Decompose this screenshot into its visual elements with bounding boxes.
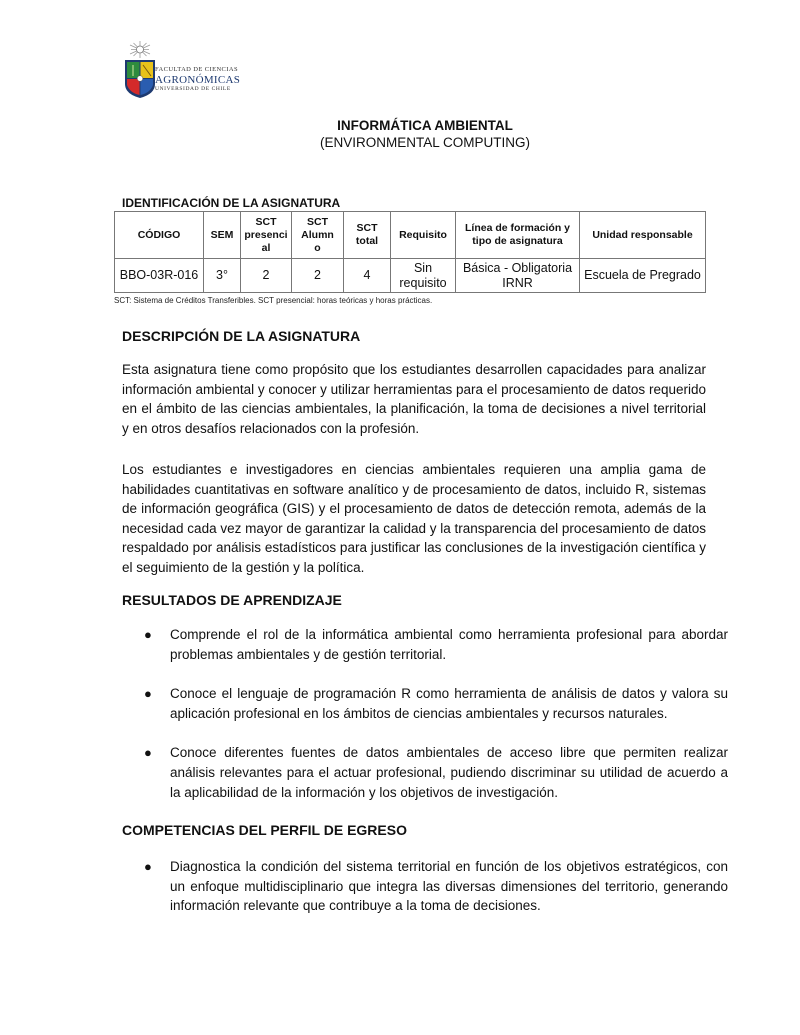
column-header-requisito [391,212,456,259]
column-header-sct-total [344,212,391,259]
header-line: SCT [307,215,328,228]
identification-heading: IDENTIFICACIÓN DE LA ASIGNATURA [122,196,341,210]
faculty-logo [120,38,240,100]
column-header-unidad [580,212,706,259]
cell-line: Básica - Obligatoria [462,260,573,275]
header-line: Unidad responsable [592,228,693,241]
bullet-icon: ● [144,859,152,874]
description-heading: DESCRIPCIÓN DE LA ASIGNATURA [122,328,361,344]
bullet-icon: ● [144,627,152,642]
header-line: SEM [210,228,234,241]
cell-sct-total: 4 [344,259,391,293]
logo-university-line: UNIVERSIDAD DE CHILE [155,85,231,92]
header-line: Línea de formación y [464,222,571,234]
bullet-icon: ● [144,686,152,702]
cell-unidad: Escuela de Pregrado [580,259,706,293]
cell-sct-presencial: 2 [241,259,292,293]
list-item [122,684,728,723]
header-line: o [314,241,321,254]
header-line: CÓDIGO [137,228,181,241]
description-paragraph-1: Esta asignatura tiene como propósito que los estudiantes desarrollen capacidades para analizar información ambiental y conocer y utilizar herramientas para el procesamiento de datos requerido en el ámbito de las ciencias ambientales, la planificación, la toma de decisiones a nivel territorial y en otros desafíos relacionados con la profesión. [122,362,706,436]
competencies-heading: COMPETENCIAS DEL PERFIL DE EGRESO [122,822,407,838]
list-item [122,743,728,802]
header-line: SCT [356,222,378,234]
table-row [115,259,706,293]
header-line: Alumn [301,228,334,241]
logo-faculty-name: AGRONÓMICAS [155,73,241,86]
column-header-linea [456,212,580,259]
table-footnote: SCT: Sistema de Créditos Transferibles. SCT presencial: horas teóricas y horas prácticas. [114,296,433,305]
list-item [122,857,728,916]
header-line: SCT [255,215,277,228]
header-line: Requisito [399,228,447,241]
header-line: al [261,241,271,254]
competencies-list [122,857,728,916]
list-item-text: Conoce el lenguaje de programación R como herramienta de análisis de datos y valora su aplicación profesional en los ámbitos de ciencias ambientales y recursos naturales. [170,686,728,721]
cell-line: Sin [413,260,433,275]
learning-outcomes-heading: RESULTADOS DE APRENDIZAJE [122,592,342,608]
cell-linea [456,259,580,293]
cell-line: requisito [399,275,447,290]
learning-outcomes-list [122,625,728,802]
bullet-icon: ● [144,745,152,761]
cell-line: IRNR [502,275,533,290]
cell-sct-alumno: 2 [292,259,344,293]
description-paragraph-2: Los estudiantes e investigadores en ciencias ambientales requieren una amplia gama de habilidades cuantitativas en software analítico y de procesamiento de datos, incluido R, sistemas de información geográfica (GIS) y el procesamiento de datos de detección remota, además de la necesidad cada vez mayor de garantizar la calidad y la transparencia del procesamiento de datos respaldado por análisis estadísticos para justificar las conclusiones de la investigación científica y el seguimiento de la gestión y la política. [122,462,706,575]
list-item-text: Comprende el rol de la informática ambiental como herramienta profesional para abordar problemas ambientales y de gestión territorial. [170,627,728,662]
logo-faculty-line: FACULTAD DE CIENCIAS [155,66,238,73]
column-header-sct-alumno [292,212,344,259]
column-header-sct-presencial [241,212,292,259]
column-header-sem [204,212,241,259]
header-line: tipo de asignatura [472,235,563,247]
university-crest-icon [120,38,160,100]
table-header-row [115,212,706,259]
cell-requisito [391,259,456,293]
list-item-text: Conoce diferentes fuentes de datos ambientales de acceso libre que permiten realizar análisis relevantes para el actuar profesional, pudiendo discriminar su utilidad de acuerdo a la aplicabilidad de la información y los objetivos de investigación. [170,745,728,800]
cell-codigo: BBO-03R-016 [115,259,204,293]
document-title: INFORMÁTICA AMBIENTAL [337,118,513,133]
header-line: presenci [244,228,288,241]
column-header-codigo [115,212,204,259]
document-subtitle: (ENVIRONMENTAL COMPUTING) [319,135,530,150]
identification-table [114,211,706,293]
list-item [122,625,728,664]
cell-sem: 3° [204,259,241,293]
header-line: total [355,235,379,247]
list-item-text: Diagnostica la condición del sistema territorial en función de los objetivos estratégicos, con un enfoque multidisciplinario que integra las diversas dimensiones del territorio, generando información relevante que contribuye a la toma de decisiones. [170,859,728,914]
